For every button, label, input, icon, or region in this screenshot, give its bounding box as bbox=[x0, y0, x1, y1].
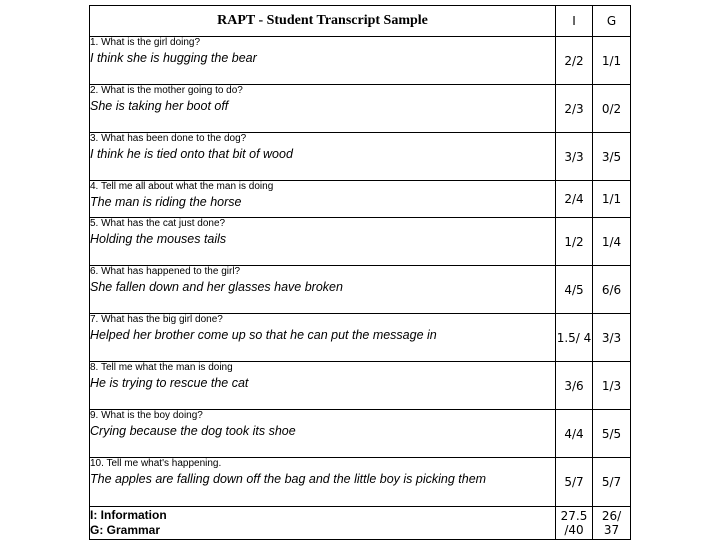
total-grammar-score: 26/ 37 bbox=[593, 507, 631, 540]
information-score: 1/2 bbox=[556, 218, 593, 266]
answer-text: I think he is tied onto that bit of wood bbox=[90, 147, 293, 161]
question-text: 3. What has been done to the dog? bbox=[90, 133, 247, 144]
table-row bbox=[90, 314, 631, 362]
information-score: 3/6 bbox=[556, 362, 593, 410]
question-cell bbox=[90, 314, 556, 362]
question-text: 10. Tell me what's happening. bbox=[90, 458, 222, 469]
answer-text: The man is riding the horse bbox=[90, 195, 242, 209]
total-information-score: 27.5 /40 bbox=[556, 507, 593, 540]
question-cell bbox=[90, 181, 556, 218]
question-text: 4. Tell me all about what the man is doing bbox=[90, 181, 274, 192]
grammar-score: 1/1 bbox=[593, 37, 631, 85]
question-text: 1. What is the girl doing? bbox=[90, 37, 201, 48]
grammar-score: 5/7 bbox=[593, 458, 631, 507]
answer-text: Holding the mouses tails bbox=[90, 232, 227, 246]
question-cell bbox=[90, 133, 556, 181]
transcript-table bbox=[89, 5, 631, 540]
footer-row bbox=[90, 507, 631, 540]
table-title: RAPT - Student Transcript Sample bbox=[90, 6, 556, 37]
information-score: 5/7 bbox=[556, 458, 593, 507]
information-score: 2/2 bbox=[556, 37, 593, 85]
grammar-score: 3/5 bbox=[593, 133, 631, 181]
column-header-grammar: G bbox=[593, 6, 631, 37]
answer-text: I think she is hugging the bear bbox=[90, 51, 257, 65]
question-cell bbox=[90, 85, 556, 133]
table-row bbox=[90, 410, 631, 458]
table-row bbox=[90, 181, 631, 218]
question-cell bbox=[90, 362, 556, 410]
question-text: 9. What is the boy doing? bbox=[90, 410, 203, 421]
legend-cell bbox=[90, 507, 556, 540]
question-cell bbox=[90, 218, 556, 266]
legend-information: I: Information bbox=[90, 508, 167, 522]
grammar-score: 1/1 bbox=[593, 181, 631, 218]
grammar-score: 6/6 bbox=[593, 266, 631, 314]
information-score: 2/4 bbox=[556, 181, 593, 218]
grammar-score: 1/4 bbox=[593, 218, 631, 266]
answer-text: He is trying to rescue the cat bbox=[90, 376, 249, 390]
table-row bbox=[90, 362, 631, 410]
table-row bbox=[90, 458, 631, 507]
header-row bbox=[90, 6, 631, 37]
table-row bbox=[90, 85, 631, 133]
information-score: 1.5/ 4 bbox=[556, 314, 593, 362]
answer-text: Crying because the dog took its shoe bbox=[90, 424, 296, 438]
grammar-score: 5/5 bbox=[593, 410, 631, 458]
answer-text: She fallen down and her glasses have broken bbox=[90, 280, 343, 294]
table-row bbox=[90, 37, 631, 85]
question-text: 8. Tell me what the man is doing bbox=[90, 362, 233, 373]
information-score: 4/4 bbox=[556, 410, 593, 458]
question-text: 7. What has the big girl done? bbox=[90, 314, 223, 325]
question-text: 6. What has happened to the girl? bbox=[90, 266, 241, 277]
column-header-information: I bbox=[556, 6, 593, 37]
information-score: 3/3 bbox=[556, 133, 593, 181]
grammar-score: 3/3 bbox=[593, 314, 631, 362]
information-score: 4/5 bbox=[556, 266, 593, 314]
question-cell bbox=[90, 37, 556, 85]
table-row bbox=[90, 218, 631, 266]
question-text: 5. What has the cat just done? bbox=[90, 218, 226, 229]
grammar-score: 0/2 bbox=[593, 85, 631, 133]
question-cell bbox=[90, 266, 556, 314]
information-score: 2/3 bbox=[556, 85, 593, 133]
table-row bbox=[90, 133, 631, 181]
question-text: 2. What is the mother going to do? bbox=[90, 85, 243, 96]
answer-text: Helped her brother come up so that he can put the message in bbox=[90, 328, 437, 342]
question-cell bbox=[90, 410, 556, 458]
answer-text: She is taking her boot off bbox=[90, 99, 229, 113]
legend-grammar: G: Grammar bbox=[90, 523, 161, 537]
answer-text: The apples are falling down off the bag and the little boy is picking them bbox=[90, 472, 487, 486]
grammar-score: 1/3 bbox=[593, 362, 631, 410]
table-row bbox=[90, 266, 631, 314]
question-cell bbox=[90, 458, 556, 507]
